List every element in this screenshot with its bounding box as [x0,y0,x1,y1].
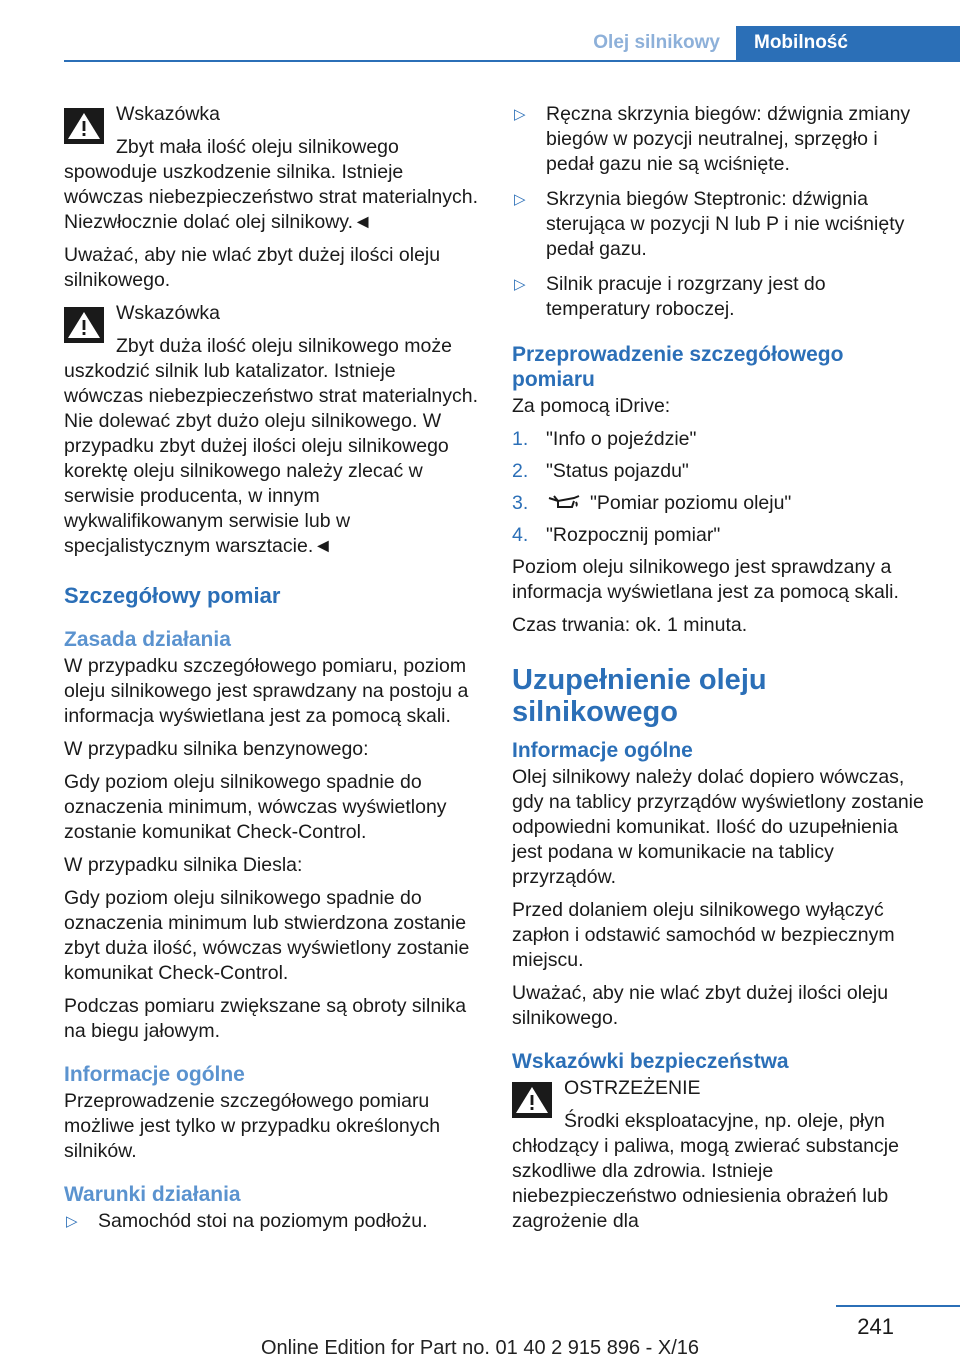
note-title: OSTRZEŻENIE [564,1077,701,1099]
conditions-list [512,102,926,322]
list-item [512,272,926,322]
list-item [64,1209,478,1234]
left-column [64,102,478,1244]
page-number: 241 [857,1314,894,1339]
warning-note [512,1076,926,1234]
step-number: 1. [512,428,529,450]
triangle-bullet-icon: ▷ [514,276,526,293]
steps-list [512,427,926,548]
list-item [512,102,926,177]
step-text: "Info o pojeździe" [546,428,697,450]
subsection-heading: Przeprowadzenie szczegółowego pomiaru [512,343,844,391]
triangle-bullet-icon: ▷ [66,1213,78,1230]
note-title: Wskazówka [116,103,221,125]
list-item [512,459,926,484]
edition-footer: Online Edition for Part no. 01 40 2 915 896 - X/16 [260,1337,700,1359]
paragraph: Uważać, aby nie wlać zbyt dużej ilości oleju silnikowego. [64,244,441,291]
step-number: 2. [512,460,529,482]
paragraph: Przed dolaniem oleju silnikowego wyłączyć zapłon i odstawić samochód w bezpiecznym miejscu. [512,899,895,971]
footer-rule [836,1305,960,1307]
step-text: "Rozpocznij pomiar" [546,524,721,546]
header-rule [64,60,960,62]
list-item [512,491,926,516]
list-item-text: Silnik pracuje i rozgrzany jest do temperatury roboczej. [546,273,826,320]
subsection-heading: Informacje ogólne [64,1063,245,1086]
triangle-bullet-icon: ▷ [514,191,526,208]
paragraph: Gdy poziom oleju silnikowego spadnie do oznaczenia minimum lub stwierdzona zostanie zbyt duża ilość, wówczas wyświetlony zostanie komunikat Check-Control. [64,887,470,984]
paragraph: W przypadku silnika Diesla: [64,854,303,876]
step-text: "Status pojazdu" [546,460,689,482]
subsection-heading: Zasada działania [64,628,231,651]
note-title: Wskazówka [116,302,221,324]
paragraph: Przeprowadzenie szczegółowego pomiaru możliwe jest tylko w przypadku określonych silników. [64,1090,441,1162]
paragraph: Uważać, aby nie wlać zbyt dużej ilości oleju silnikowego. [512,982,889,1029]
header-section-title: Olej silnikowy [593,32,720,53]
note-text: Zbyt duża ilość oleju silnikowego może uszkodzić silnik lub katalizator. Istnieje wówczas niebezpieczeństwo strat materialnych. Nie dolewać zbyt dużo oleju silnikowego. W przypadku zbyt dużej ilości oleju silnikowego korektę oleju silnikowego należy zlecać w serwisie producenta, w innym wykwalifikowanym serwisie lub w specjalistycznym warsztacie.◄ [64,335,479,557]
header-chapter-tab: Mobilność [736,26,960,62]
paragraph: Olej silnikowy należy dolać dopiero wówczas, gdy na tablicy przyrządów wyświetlony zostanie odpowiedni komunikat. Ilość do uzupełnienia jest podana w komunikacie na tablicy przyrządów. [512,766,924,888]
note-text: Zbyt mała ilość oleju silnikowego spowoduje uszkodzenie silnika. Istnieje wówczas niebezpieczeństwo strat materialnych. Niezwłocznie dolać olej silnikowy.◄ [64,136,479,233]
warning-triangle-icon [512,1082,552,1118]
step-number: 4. [512,524,529,546]
paragraph: Czas trwania: ok. 1 minuta. [512,614,748,636]
list-item-text: Ręczna skrzynia biegów: dźwignia zmiany biegów w pozycji neutralnej, sprzęgło i pedał gazu nie są wciśnięte. [546,103,911,175]
step-number: 3. [512,492,529,514]
warning-triangle-icon [64,108,104,144]
paragraph: Podczas pomiaru zwiększane są obroty silnika na biegu jałowym. [64,995,467,1042]
list-item [512,427,926,452]
warning-note [64,102,478,235]
warning-note [64,301,478,559]
list-item-text: Skrzynia biegów Steptronic: dźwignia sterująca w pozycji N lub P i nie wciśnięty pedał gazu. [546,188,905,260]
warning-triangle-icon [64,307,104,343]
section-heading: Szczegółowy pomiar [64,583,281,608]
paragraph: W przypadku szczegółowego pomiaru, poziom oleju silnikowego jest sprawdzany na postoju a informacja wyświetlana jest za pomocą skali. [64,655,469,727]
list-item [512,187,926,262]
right-column [512,102,926,1242]
chapter-heading: Uzupełnienie oleju silnikowego [512,664,767,728]
conditions-list [64,1209,478,1234]
paragraph: W przypadku silnika benzynowego: [64,738,369,760]
note-text: Środki eksploatacyjne, np. oleje, płyn chłodzący i paliwa, mogą zwierać substancje szkodliwe dla zdrowia. Istnieje niebezpieczeństwo odniesienia obrażeń lub zagrożenie dla [512,1110,899,1232]
subsection-heading: Informacje ogólne [512,739,693,762]
paragraph: Poziom oleju silnikowego jest sprawdzany a informacja wyświetlana jest za pomocą skali. [512,556,899,603]
triangle-bullet-icon: ▷ [514,106,526,123]
list-item [512,523,926,548]
step-text: "Pomiar poziomu oleju" [590,492,792,514]
list-item-text: Samochód stoi na poziomym podłożu. [98,1210,428,1232]
paragraph: Gdy poziom oleju silnikowego spadnie do oznaczenia minimum, wówczas wyświetlony zostanie komunikat Check-Control. [64,771,447,843]
subsection-heading: Wskazówki bezpieczeństwa [512,1050,789,1073]
paragraph: Za pomocą iDrive: [512,395,671,417]
oil-can-icon [546,492,582,512]
subsection-heading: Warunki działania [64,1183,241,1206]
